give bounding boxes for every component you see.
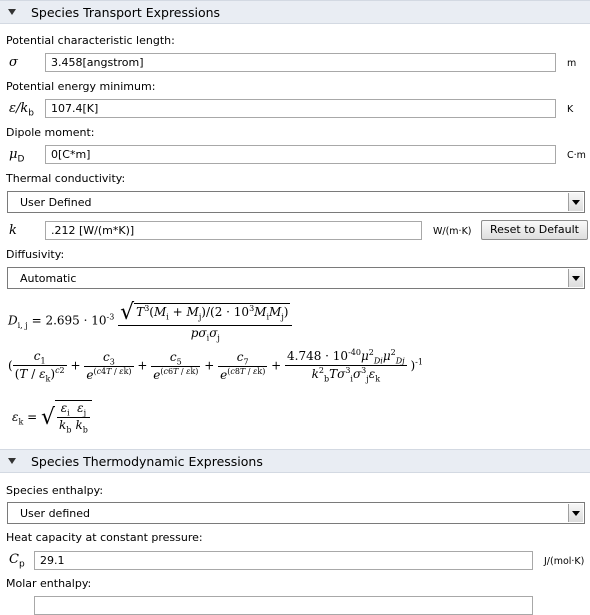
select-value: Automatic	[20, 272, 77, 285]
k-symbol: k	[9, 223, 17, 238]
thermal-conductivity-unit: W/(m·K)	[433, 226, 472, 237]
section-header-thermo[interactable]	[0, 449, 590, 473]
energy-unit: K	[567, 104, 574, 115]
section-header-transport[interactable]	[0, 0, 590, 24]
heat-capacity-unit: J/(mol·K)	[544, 556, 585, 567]
dipole-unit: C·m	[567, 150, 586, 161]
chevron-down-icon[interactable]	[568, 504, 583, 522]
section-title: Species Thermodynamic Expressions	[31, 454, 263, 469]
thermal-conductivity-select[interactable]	[7, 191, 585, 213]
section-title: Species Transport Expressions	[31, 5, 221, 20]
energy-symbol: $\varepsilon/k_b$	[9, 101, 34, 119]
collapse-triangle-icon	[8, 458, 16, 464]
diffusivity-label: Diffusivity:	[6, 248, 65, 261]
energy-input[interactable]: 107.4[K]	[45, 99, 556, 118]
sigma-unit: m	[567, 58, 577, 69]
sigma-label: Potential characteristic length:	[6, 34, 175, 47]
molar-enthalpy-label: Molar enthalpy:	[6, 577, 92, 590]
thermal-conductivity-label: Thermal conductivity:	[6, 172, 126, 185]
sigma-symbol: σ	[9, 55, 18, 70]
chevron-down-icon[interactable]	[568, 193, 583, 211]
energy-label: Potential energy minimum:	[6, 80, 156, 93]
heat-capacity-label: Heat capacity at constant pressure:	[6, 531, 203, 544]
diffusivity-select[interactable]	[7, 267, 585, 289]
select-value: User Defined	[20, 196, 92, 209]
species-enthalpy-select[interactable]	[7, 502, 585, 524]
epsilon-k-equation: $\varepsilon_k$ = √ $\frac{\varepsilon_i}{k_b}$ $\frac{\varepsilon_j}{k_b}$	[12, 400, 92, 435]
dipole-symbol: $\mu_D$	[9, 147, 25, 165]
heat-capacity-input[interactable]: 29.1	[34, 551, 533, 570]
collision-integral-equation: ( $\frac{c_1}{(T / \varepsilon_k)^{c2}}$ + $\frac{c_3}{e^{(c4T / \varepsilon k)}}$ + $\frac{c_5}{e^{(c6T / \varepsilon k)}}$ + $\frac{c_7}{e^{(c8T / \varepsilon k)}}$ + $\frac{4.748 \cdot 10^{-40}\mu^2_{Di}\mu^2_{Dj}}{k^2_bT\sigma^3_i\sigma^3_j\varepsilon_k}$ )$^{-1}$	[8, 348, 423, 384]
reset-to-default-button[interactable]: Reset to Default	[481, 220, 588, 240]
diffusion-equation: $D_{i, j} = 2.695 \cdot 10^{-3}$ $\frac{√ T^3(M_i + M_j)/(2 \cdot 10^3M_iM_j)}{p\sigma_i\sigma_j}$	[8, 300, 292, 342]
chevron-down-icon[interactable]	[568, 269, 583, 287]
dipole-input[interactable]: 0[C*m]	[45, 145, 556, 164]
sigma-input[interactable]: 3.458[angstrom]	[45, 53, 556, 72]
select-value: User defined	[20, 507, 90, 520]
dipole-label: Dipole moment:	[6, 126, 95, 139]
molar-enthalpy-input[interactable]	[34, 596, 533, 615]
species-enthalpy-label: Species enthalpy:	[6, 484, 104, 497]
thermal-conductivity-input[interactable]: .212 [W/(m*K)]	[45, 221, 422, 240]
cp-symbol: $C_p$	[9, 552, 25, 570]
collapse-triangle-icon	[8, 9, 16, 15]
